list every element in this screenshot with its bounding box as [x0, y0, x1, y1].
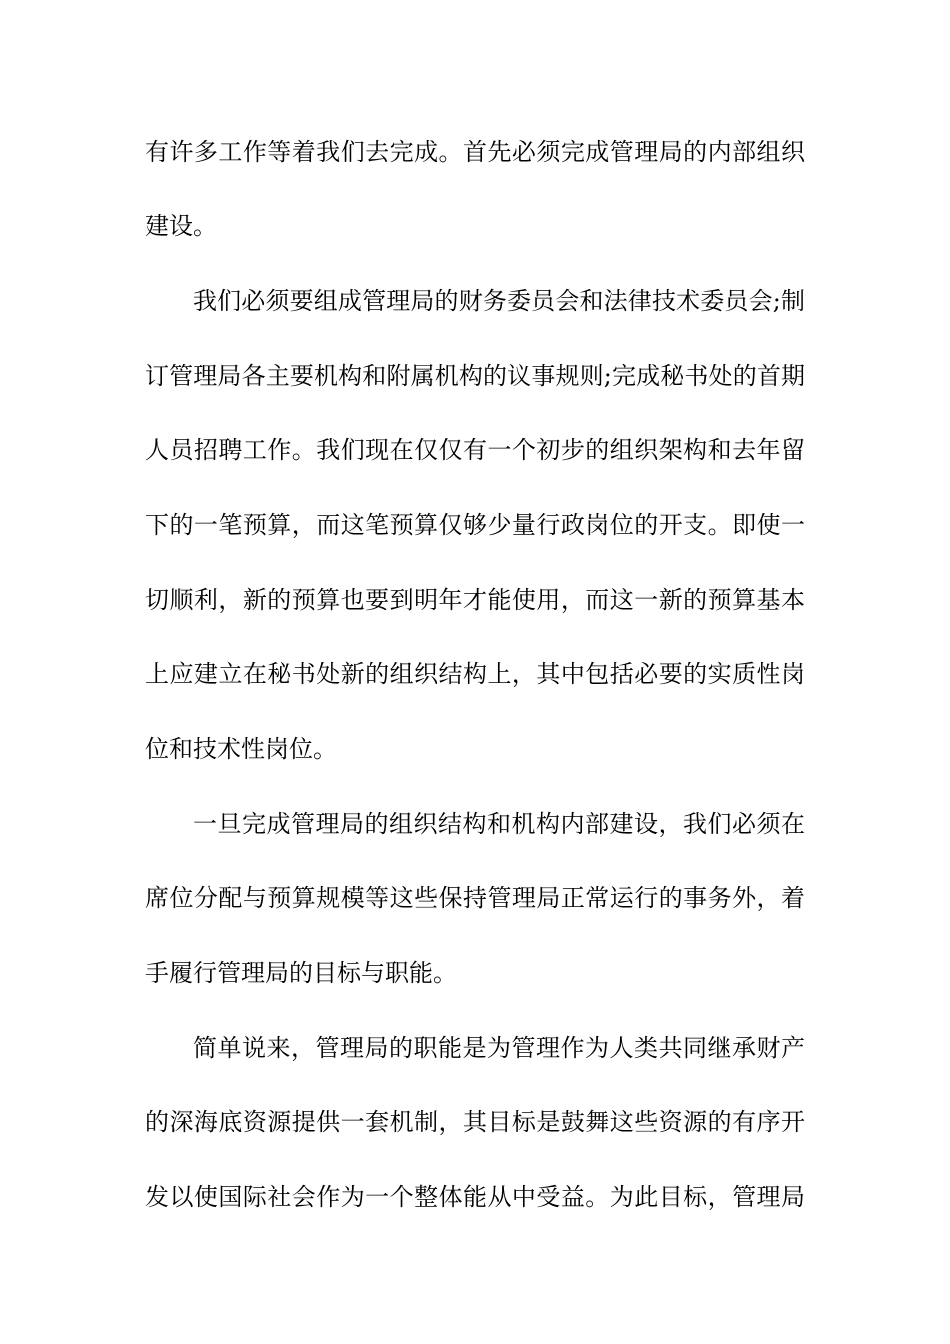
text-line: 席位分配与预算规模等这些保持管理局正常运行的事务外，着 — [145, 884, 805, 912]
paragraph-first-line: 一旦完成管理局的组织结构和机构内部建设，我们必须在 — [193, 810, 805, 838]
text-line: 切顺利，新的预算也要到明年才能使用，而这一新的预算基本 — [145, 586, 805, 614]
paragraph-first-line: 我们必须要组成管理局的财务委员会和法律技术委员会;制 — [193, 287, 805, 315]
text-line: 订管理局各主要机构和附属机构的议事规则;完成秘书处的首期 — [145, 362, 805, 390]
text-line: 建设。 — [145, 212, 217, 240]
paragraph-first-line: 简单说来，管理局的职能是为管理作为人类共同继承财产 — [193, 1034, 805, 1062]
text-line: 位和技术性岗位。 — [145, 735, 337, 763]
text-line: 人员招聘工作。我们现在仅仅有一个初步的组织架构和去年留 — [145, 436, 805, 464]
text-line: 发以使国际社会作为一个整体能从中受益。为此目标，管理局 — [145, 1183, 805, 1211]
text-line: 有许多工作等着我们去完成。首先必须完成管理局的内部组织 — [145, 138, 805, 166]
text-line: 上应建立在秘书处新的组织结构上，其中包括必要的实质性岗 — [145, 660, 805, 688]
text-line: 下的一笔预算，而这笔预算仅够少量行政岗位的开支。即使一 — [145, 511, 805, 539]
text-line: 手履行管理局的目标与职能。 — [145, 959, 457, 987]
text-line: 的深海底资源提供一套机制，其目标是鼓舞这些资源的有序开 — [145, 1108, 805, 1136]
